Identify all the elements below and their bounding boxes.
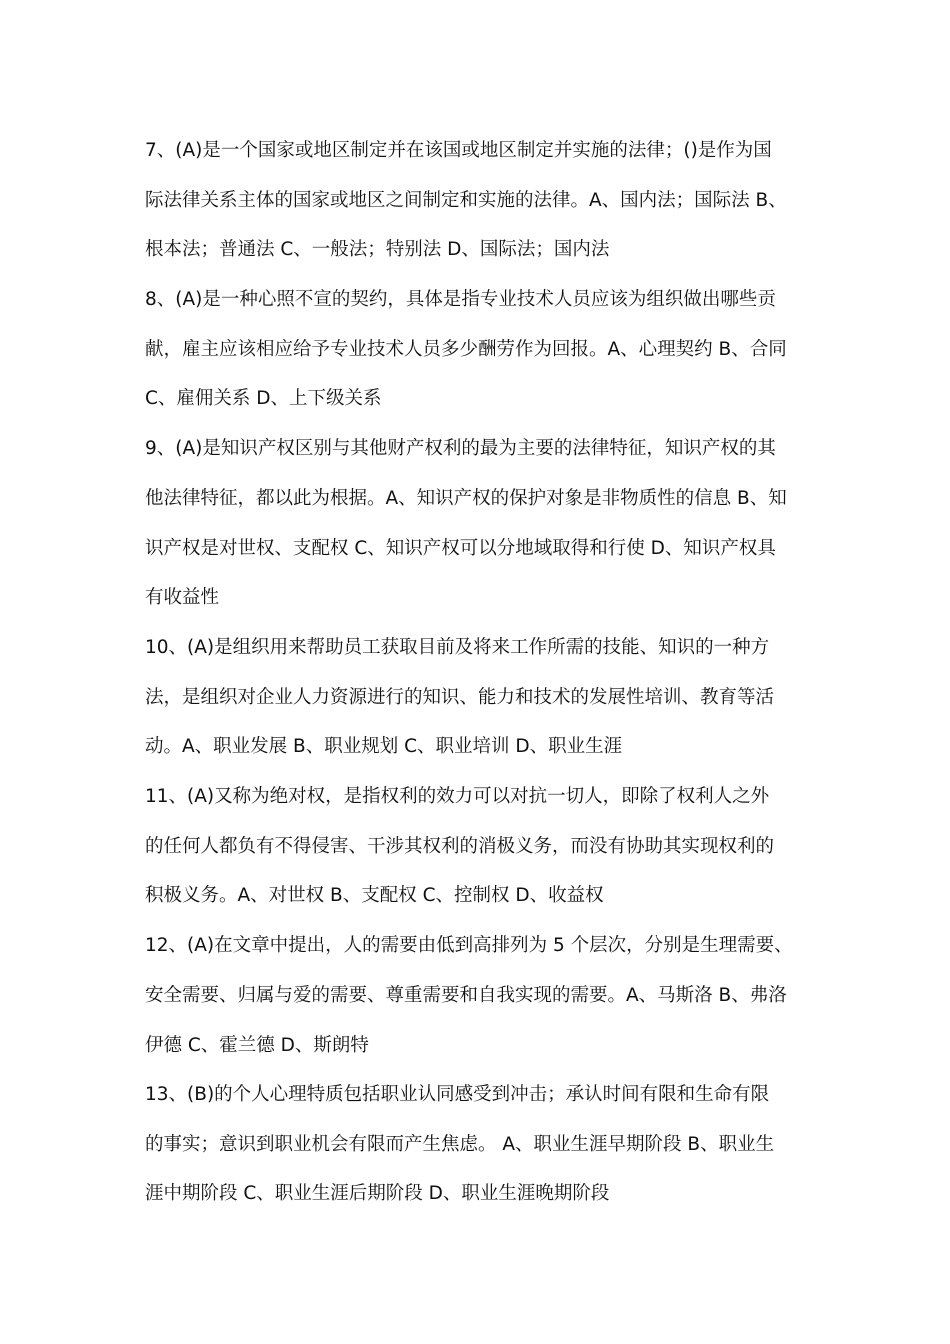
q13-line-1: 13、(B)的个人心理特质包括职业认同感受到冲击；承认时间有限和生命有限 xyxy=(145,1084,770,1105)
q9-line-4: 有收益性 xyxy=(145,587,220,608)
q12-line-2: 安全需要、归属与爱的需要、尊重需要和自我实现的需要。A、马斯洛 B、弗洛 xyxy=(145,985,787,1006)
q10-line-2: 法，是组织对企业人力资源进行的知识、能力和技术的发展性培训、教育等活 xyxy=(145,687,775,708)
q13-line-3: 涯中期阶段 C、职业生涯后期阶段 D、职业生涯晚期阶段 xyxy=(145,1183,610,1204)
q8-line-3: C、雇佣关系 D、上下级关系 xyxy=(145,388,382,409)
q8-line-2: 献，雇主应该相应给予专业技术人员多少酬劳作为回报。A、心理契约 B、合同 xyxy=(145,339,787,360)
q7-line-1: 7、(A)是一个国家或地区制定并在该国或地区制定并实施的法律；()是作为国 xyxy=(145,140,772,161)
q9-line-2: 他法律特征，都以此为根据。A、知识产权的保护对象是非物质性的信息 B、知 xyxy=(145,488,787,509)
q11-line-3: 积极义务。A、对世权 B、支配权 C、控制权 D、收益权 xyxy=(145,885,604,906)
q11-line-1: 11、(A)又称为绝对权，是指权利的效力可以对抗一切人，即除了权利人之外 xyxy=(145,786,770,807)
q10-line-1: 10、(A)是组织用来帮助员工获取目前及将来工作所需的技能、知识的一种方 xyxy=(145,637,770,658)
q11-line-2: 的任何人都负有不得侵害、干涉其权利的消极义务，而没有协助其实现权利的 xyxy=(145,836,775,857)
q8-line-1: 8、(A)是一种心照不宣的契约，具体是指专业技术人员应该为组织做出哪些贡 xyxy=(145,289,776,310)
q13-line-2: 的事实；意识到职业机会有限而产生焦虑。 A、职业生涯早期阶段 B、职业生 xyxy=(145,1134,775,1155)
q9-line-1: 9、(A)是知识产权区别与其他财产权利的最为主要的法律特征，知识产权的其 xyxy=(145,438,776,459)
q7-line-3: 根本法；普通法 C、一般法；特别法 D、国际法；国内法 xyxy=(145,239,610,260)
q12-line-1: 12、(A)在文章中提出，人的需要由低到高排列为 5 个层次，分别是生理需要、 xyxy=(145,935,793,956)
q10-line-3: 动。A、职业发展 B、职业规划 C、职业培训 D、职业生涯 xyxy=(145,736,623,757)
q12-line-3: 伊德 C、霍兰德 D、斯朗特 xyxy=(145,1035,369,1056)
q7-line-2: 际法律关系主体的国家或地区之间制定和实施的法律。A、国内法；国际法 B、 xyxy=(145,190,787,211)
q9-line-3: 识产权是对世权、支配权 C、知识产权可以分地域取得和行使 D、知识产权具 xyxy=(145,538,776,559)
